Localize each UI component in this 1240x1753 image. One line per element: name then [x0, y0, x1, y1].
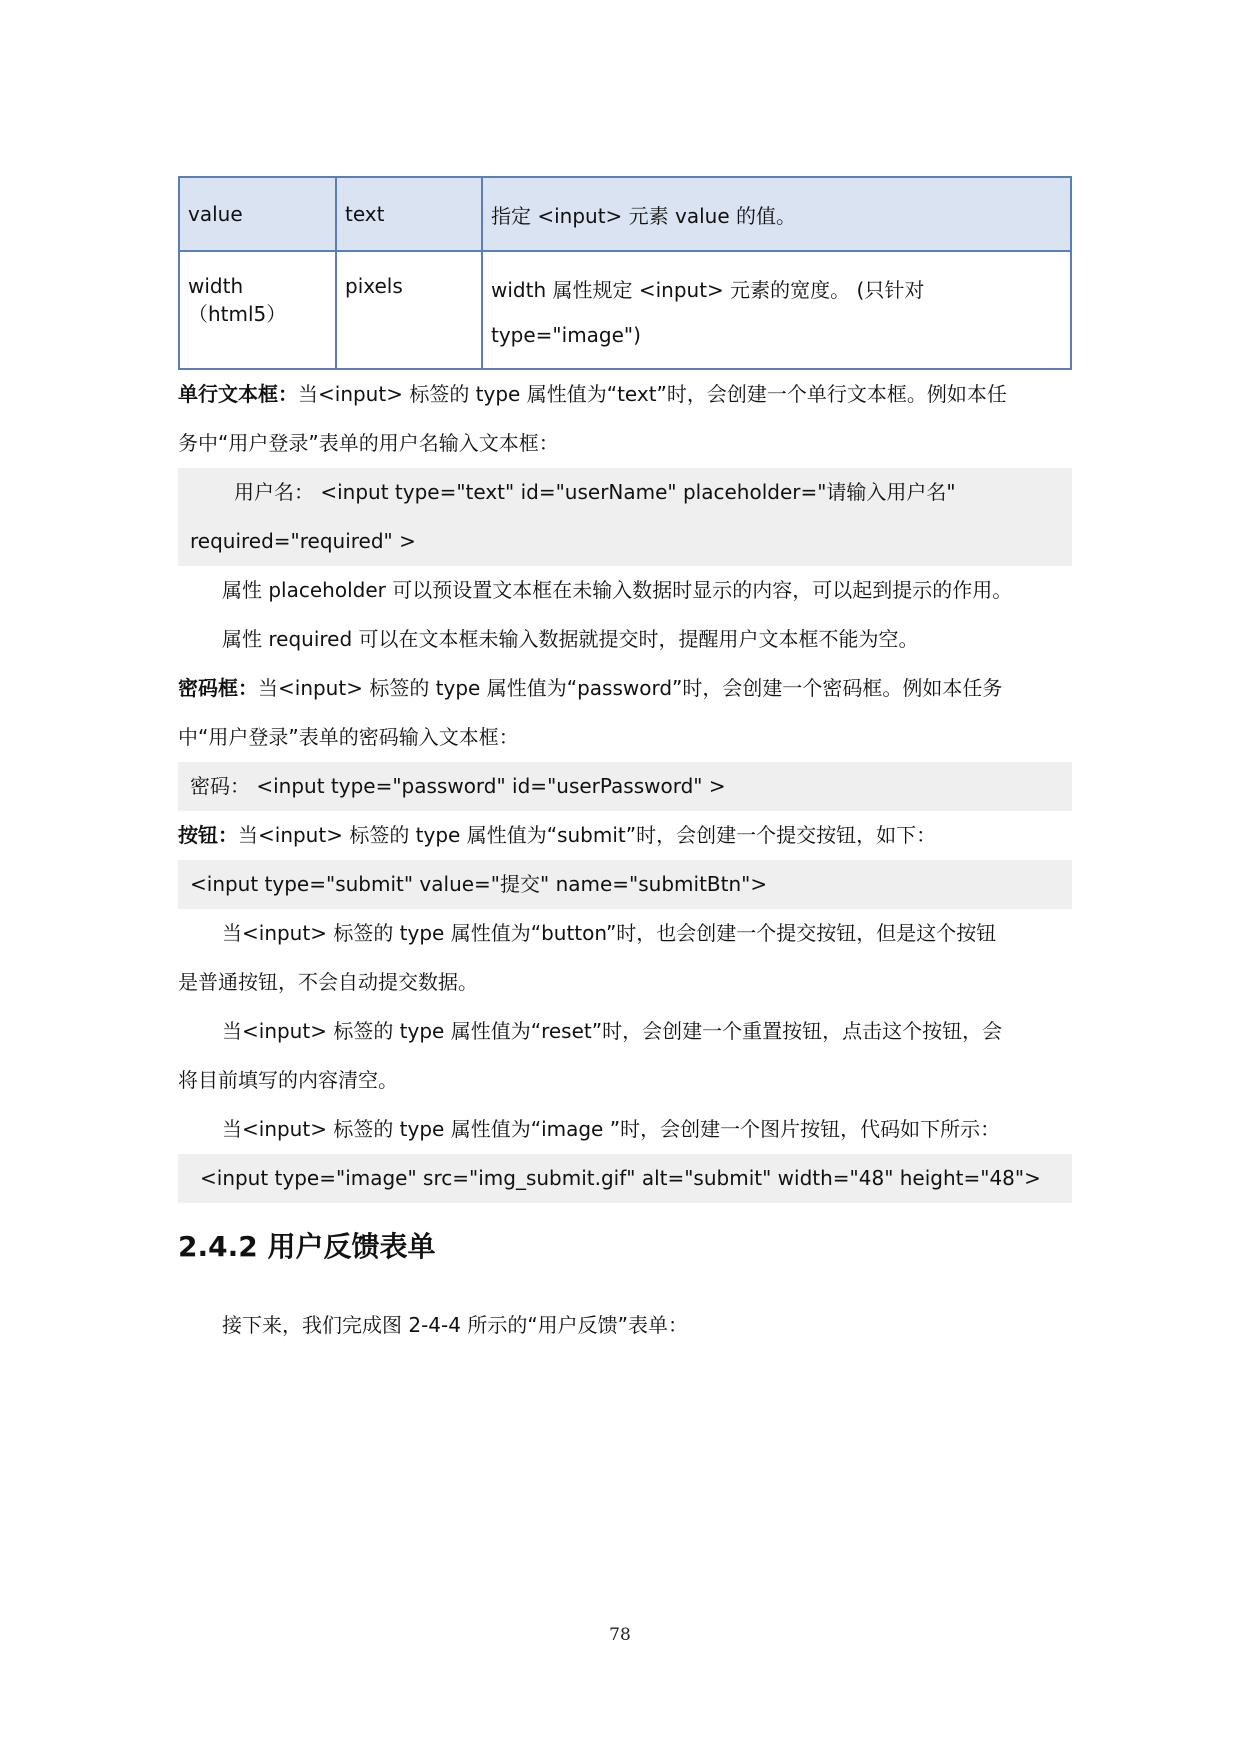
term-label: 密码框： — [178, 676, 258, 700]
document-page — [178, 176, 1072, 1350]
term-label: 单行文本框： — [178, 382, 298, 406]
paragraph-text: 当<input> 标签的 type 属性值为“button”时，也会创建一个提交按钮，但是这个按钮 — [222, 921, 997, 945]
table-cell-value: text — [336, 177, 482, 251]
table-cell-description — [482, 251, 1071, 369]
term-label: 按钮： — [178, 823, 238, 847]
table-cell-attribute: width（html5） — [179, 251, 336, 369]
table-cell-attribute: value — [179, 177, 336, 251]
table-row — [179, 177, 1071, 251]
code-line: <input type="submit" value="提交" name="submitBtn"> — [190, 872, 768, 896]
table-cell-value: pixels — [336, 251, 482, 369]
table-cell-description: 指定 <input> 元素 value 的值。 — [482, 177, 1071, 251]
paragraph-continuation: 务中“用户登录”表单的用户名输入文本框： — [178, 431, 559, 455]
paragraph-text: 属性 placeholder 可以预设置文本框在未输入数据时显示的内容，可以起到提示的作用。 — [222, 578, 1013, 602]
code-line: <input type="image" src="img_submit.gif" alt="submit" width="48" height="48"> — [200, 1166, 1041, 1190]
paragraph-text-input — [178, 370, 1072, 419]
paragraph-text: 当<input> 标签的 type 属性值为“reset”时，会创建一个重置按钮，点击这个按钮，会 — [222, 1019, 1003, 1043]
paragraph-text: 当<input> 标签的 type 属性值为“submit”时，会创建一个提交按钮，如下： — [238, 823, 937, 847]
code-block — [178, 1154, 1072, 1203]
paragraph-continuation: 中“用户登录”表单的密码输入文本框： — [178, 725, 519, 749]
table-row — [179, 251, 1071, 369]
code-line: 用户名： <input type="text" id="userName" placeholder="请输入用户名" — [234, 480, 956, 504]
spacer — [178, 1277, 1072, 1301]
paragraph-button-input — [178, 811, 1072, 860]
page-number: 78 — [609, 1625, 631, 1645]
code-line: required="required" > — [190, 529, 416, 553]
code-block — [178, 468, 1072, 566]
section-heading: 2.4.2 用户反馈表单 — [178, 1230, 436, 1263]
paragraph-password-input — [178, 664, 1072, 713]
paragraph-text: 属性 required 可以在文本框未输入数据就提交时，提醒用户文本框不能为空。 — [222, 627, 919, 651]
paragraph-continuation: 将目前填写的内容清空。 — [178, 1068, 398, 1092]
code-block — [178, 860, 1072, 909]
description-line: width 属性规定 <input> 元素的宽度。 (只针对 — [491, 278, 925, 302]
paragraph-text: 当<input> 标签的 type 属性值为“image ”时，会创建一个图片按钮，代码如下所示： — [222, 1117, 1001, 1141]
description-line: type="image") — [491, 323, 641, 347]
paragraph-continuation: 是普通按钮，不会自动提交数据。 — [178, 970, 478, 994]
paragraph-text: 当<input> 标签的 type 属性值为“text”时，会创建一个单行文本框。例如本任 — [298, 382, 1007, 406]
code-block — [178, 762, 1072, 811]
section-intro: 接下来，我们完成图 2-4-4 所示的“用户反馈”表单： — [222, 1313, 689, 1337]
paragraph-text: 当<input> 标签的 type 属性值为“password”时，会创建一个密码框。例如本任务 — [258, 676, 1003, 700]
code-line: 密码： <input type="password" id="userPassword" > — [190, 774, 726, 798]
attribute-table — [178, 176, 1072, 370]
